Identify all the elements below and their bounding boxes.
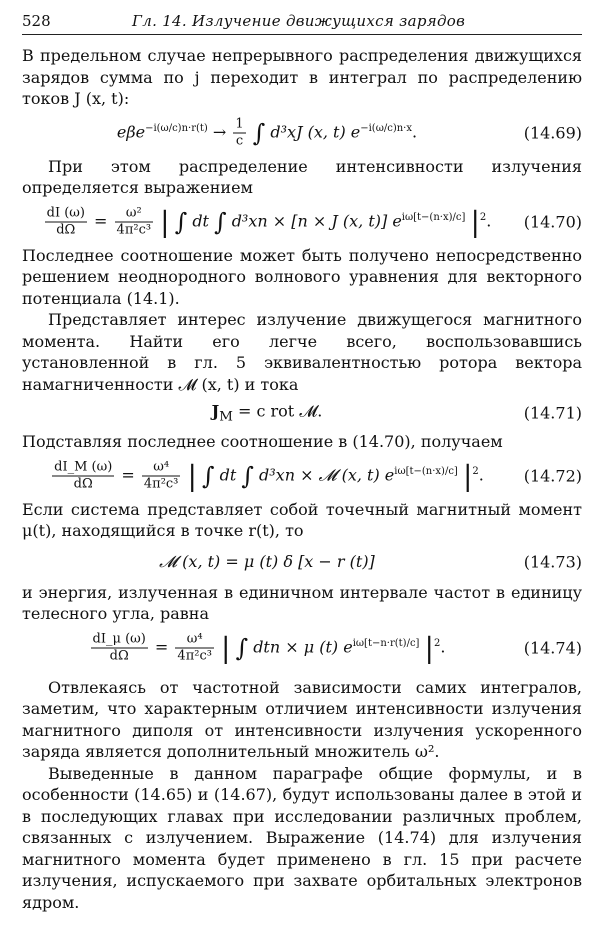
eq74-coef-num: ω⁴ (175, 631, 214, 648)
eq72-coef-den: 4π²c³ (143, 476, 179, 491)
eq71-sub: M (219, 409, 233, 425)
paragraph-9: Выведенные в данном параграфе общие формулы, и в особенности (14.65) и (14.67), будут использованы далее в этой и в последующих главах при исследовании различных проблем, связанных с излучением. Выражение (14.74) для излучения магнитного момента будет применено в гл. 15 при расчете излучения, испускаемого при захвате орбитальных электронов ядром. (22, 763, 582, 912)
eq74-lhs-num: dI_μ (ω) (92, 631, 146, 646)
eq71-rhs: = c rot 𝓜. (232, 401, 323, 421)
integral-sign: ∫ (174, 207, 188, 236)
eq69-arrow: → (212, 122, 227, 141)
paragraph-1: В предельном случае непрерывного распределения движущихся зарядов сумма по j переходит в интеграл по распределению токов J (x, t): (22, 46, 582, 108)
eq70-dt: dt (192, 211, 209, 230)
equation-14-70: $\frac{dI (\omega)}{d\Omega}$ = $\frac{\text{ω²}}{\text{4π²c³}}$ | ∫ dt ∫ d³xn × [n × J (x, t)] $e^{i\omega[t-(n\cdot x)/c]}$ $|^2$. (14.70) (46, 205, 582, 238)
eq72-dot: . (478, 465, 484, 484)
eq70-dot: . (486, 211, 492, 230)
eq71-J: J (211, 401, 220, 421)
eq74-exp: iω[t−n·r(t)/c] (352, 637, 420, 649)
eq72-lhs-fraction (52, 459, 114, 492)
abs-bar-right: | (424, 631, 434, 664)
integral-sign: ∫ (235, 633, 249, 662)
abs-bar-left: | (160, 205, 170, 238)
eq69-fraction (233, 116, 245, 149)
eq69-frac-den: c (235, 133, 244, 148)
eq70-lhs-fraction (45, 205, 87, 238)
eq69-lhs-exp: −i(ω/c)n·r(t) (145, 122, 208, 134)
eq72-dt: dt (219, 465, 237, 484)
abs-bar-right: | (462, 459, 473, 492)
equation-number: (14.73) (523, 552, 582, 571)
eq69-dot: . (412, 122, 418, 141)
eq72-exp: iω[t−(n·x)/c] (394, 465, 458, 477)
eq70-coef-num: ω² (115, 205, 154, 222)
eq74-coef-fraction (175, 631, 214, 664)
eq72-body: d³xn × 𝓜 (x, t) e (259, 465, 395, 484)
paragraph-4: Представляет интерес излучение движущегося магнитного момента. Найти его легче всего, воспользовавшись установленной в гл. 5 эквивалентностью ротора вектора намагниченности 𝓜 (x, t) и тока (22, 310, 582, 394)
integral-sign: ∫ (202, 461, 215, 490)
eq70-lhs-num: dI (ω) (46, 205, 85, 220)
eq74-lhs-fraction (91, 631, 148, 664)
equation-number: (14.72) (523, 466, 582, 485)
eq69-rhs-exp: −i(ω/c)n·x (360, 122, 412, 134)
eq72-lhs-num: dI_M (ω) (54, 459, 113, 474)
paragraph-7: и энергия, излученная в единичном интервале частот в единицу телесного угла, равна (22, 582, 582, 623)
paragraph-5: Подставляя последнее соотношение в (14.70), получаем (22, 432, 503, 451)
equation-14-71 (22, 395, 582, 431)
equation-14-73 (22, 542, 582, 582)
eq70-exp: iω[t−(n·x)/c] (401, 211, 466, 223)
paragraph-6: Если система представляет собой точечный магнитный момент μ(t), находящийся в точке r(t), то (22, 499, 582, 540)
eq70-coef-fraction (115, 205, 154, 238)
eq73-body: 𝓜 (x, t) = μ (t) δ [x − r (t)] (159, 551, 375, 571)
equation-14-72: $\frac{dI\_M (\omega)}{d\Omega}$ = $\frac{\text{ω⁴}}{\text{4π²c³}}$ | ∫ dt ∫ d³xn × 𝓜 (x, t) $e^{i\omega[t-(n\cdot x)/c]}$ $|^2$. (14.72) (54, 459, 582, 492)
eq69-lhs: eβe (116, 122, 146, 141)
eq72-coef-fraction (142, 459, 181, 492)
eq70-body: d³xn × [n × J (x, t)] e (231, 211, 402, 230)
eq74-pow: 2 (433, 637, 441, 649)
abs-bar-right: | (470, 205, 480, 238)
equation-number: (14.71) (523, 403, 582, 423)
equation-14-74: $\frac{dI\_\mu (\omega)}{d\Omega}$ = $\frac{\text{ω⁴}}{\text{4π²c³}}$ | ∫ dtn × μ (t) $e^{i\omega[t-n\cdot r(t)/c]}$ $|^2$. (14.74) (92, 631, 582, 664)
eq69-frac-num: 1 (235, 116, 244, 131)
equation-number: (14.74) (523, 638, 582, 657)
paragraph-8: Отвлекаясь от частотной зависимости самих интегралов, заметим, что характерным отличием интенсивности излучения магнитного диполя от интенсивности излучения ускоренного заряда является дополнительный множитель ω². (22, 677, 582, 761)
eq72-coef-num: ω⁴ (142, 459, 181, 476)
paragraph-3: Последнее соотношение может быть получено непосредственно решением неоднородного волнового уравнения для векторного потенциала (14.1). (22, 245, 582, 308)
eq74-dot: . (440, 637, 446, 656)
eq72-lhs-den: dΩ (73, 476, 93, 491)
equation-number: (14.69) (523, 123, 582, 142)
equation-14-69 (22, 110, 582, 156)
abs-bar-left: | (187, 459, 197, 492)
eq74-body: dtn × μ (t) e (253, 637, 353, 656)
paragraph-2: При этом распределение интенсивности излучения определяется выражением (22, 156, 582, 197)
integral-sign: ∫ (214, 207, 227, 236)
running-title: Гл. 14. Излучение движущихся зарядов (132, 12, 466, 30)
integral-sign: ∫ (252, 118, 266, 147)
integral-sign: ∫ (241, 461, 254, 490)
eq74-coef-den: 4π²c³ (177, 648, 212, 663)
eq70-lhs-den: dΩ (56, 222, 76, 237)
eq70-pow: 2 (479, 211, 487, 223)
eq70-coef-den: 4π²c³ (116, 222, 152, 237)
page-header (22, 8, 582, 35)
page (22, 8, 582, 913)
eq74-lhs-den: dΩ (109, 648, 129, 663)
eq69-rhs: d³xJ (x, t) e (270, 122, 361, 141)
equation-number: (14.70) (523, 212, 582, 231)
eq72-pow: 2 (472, 465, 479, 477)
abs-bar-left: | (221, 631, 231, 664)
page-number: 528 (22, 12, 51, 30)
